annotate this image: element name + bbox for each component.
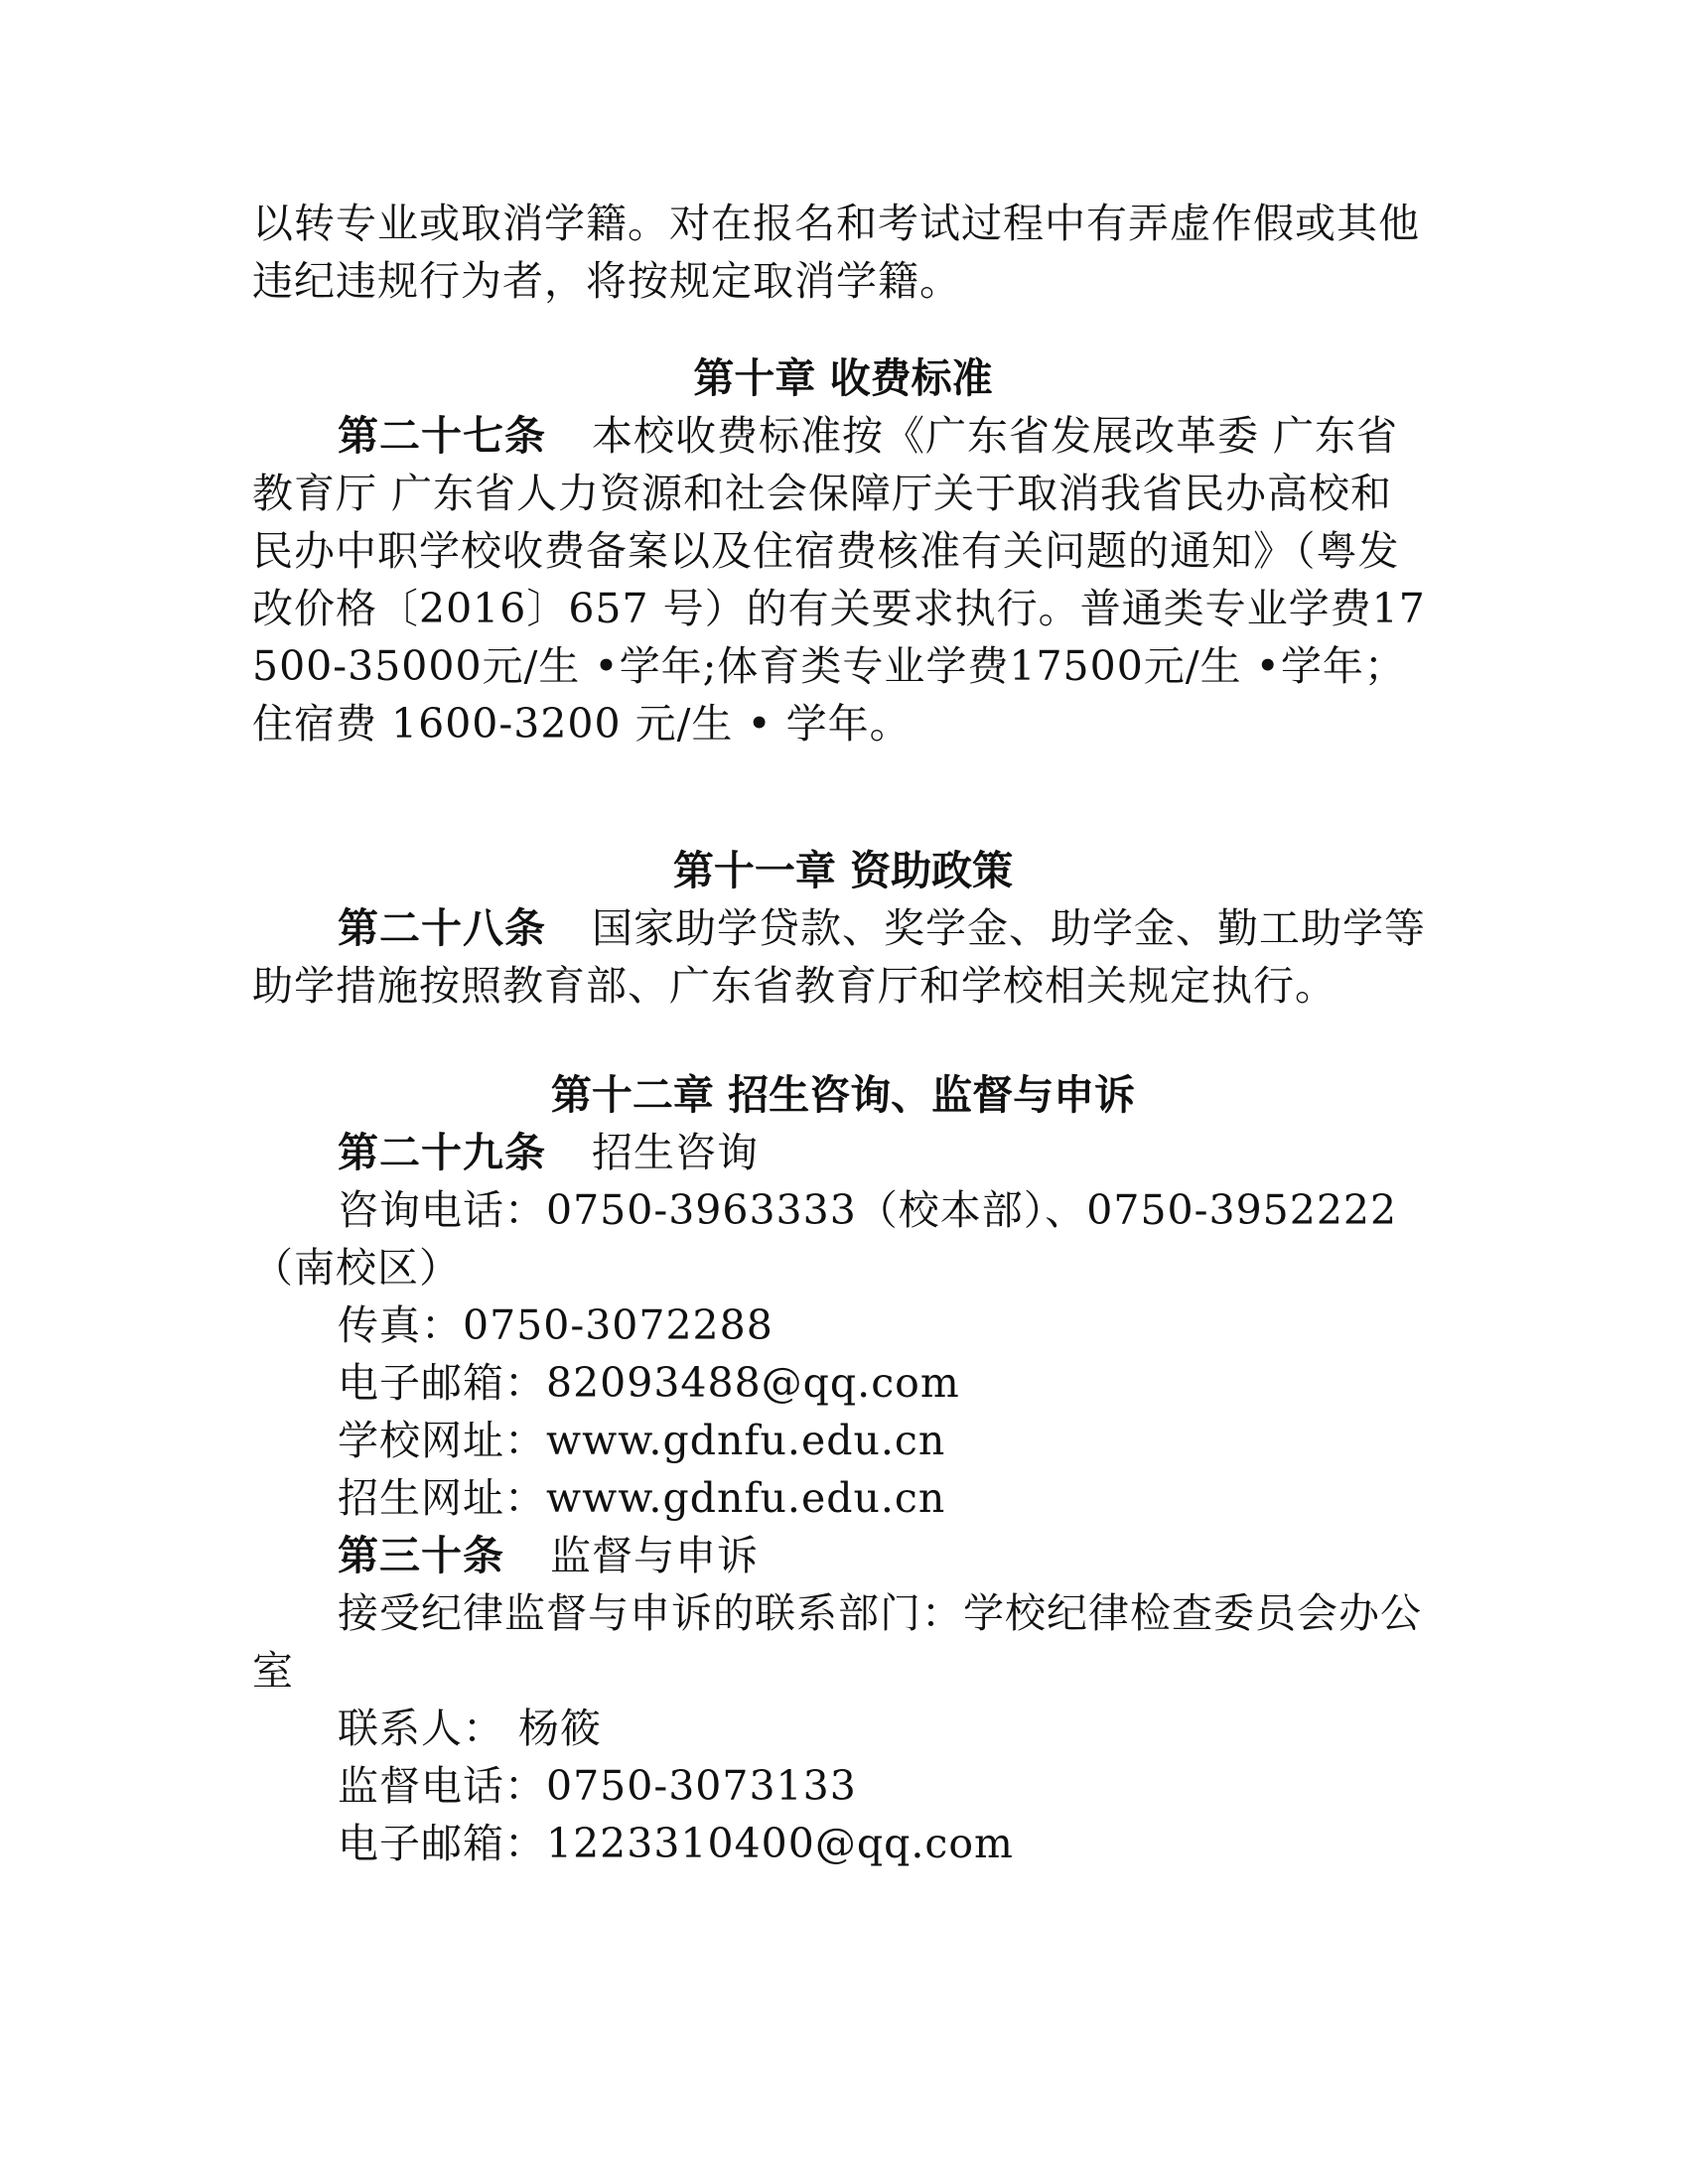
supervise-phone: 监督电话：0750-3073133 <box>338 1762 857 1810</box>
article-29 <box>252 1124 1434 1181</box>
article-29-text: 招生咨询 <box>592 1129 759 1176</box>
article-27-label: 第二十七条 <box>338 412 546 460</box>
spacer <box>252 310 1434 349</box>
article-27-text: 本校收费标准按《广东省发展改革委 广东省教育厅 广东省人力资源和社会保障厅关于取消我省民办高校和民办中职学校收费备案以及住宿费核准有关问题的通知》（粤发改价格〔2016〕657 号）的有关要求执行。普通类专业学费17500-35000元/生 •学年;体育类专业学费17500元/生 •学年；住宿费 1600-3200 元/生 • 学年。 <box>252 412 1426 748</box>
fax-line: 传真：0750-3072288 <box>338 1301 774 1349</box>
chapter-10-title: 第十章 收费标准 <box>693 354 993 402</box>
contact-person: 联系人： 杨筱 <box>338 1705 603 1752</box>
article-27 <box>252 407 1434 752</box>
article-28 <box>252 899 1434 1015</box>
spacer <box>252 1015 1434 1066</box>
article-30 <box>252 1527 1434 1584</box>
article-28-text: 国家助学贷款、奖学金、助学金、勤工助学等助学措施按照教育部、广东省教育厅和学校相关规定执行。 <box>252 904 1426 1010</box>
intro-paragraph: 以转专业或取消学籍。对在报名和考试过程中有弄虚作假或其他违纪违规行为者，将按规定取消学籍。 <box>252 200 1420 305</box>
school-website: 学校网址：www.gdnfu.edu.cn <box>338 1417 946 1464</box>
consult-phone: 咨询电话：0750-3963333（校本部）、0750-3952222（南校区） <box>252 1186 1398 1292</box>
spacer <box>252 752 1434 842</box>
document-page <box>252 195 1434 1872</box>
email-line-2: 电子邮箱：1223310400@qq.com <box>338 1820 1014 1867</box>
article-30-label: 第三十条 <box>338 1532 504 1579</box>
admission-website: 招生网址：www.gdnfu.edu.cn <box>338 1474 946 1522</box>
article-30-text: 监督与申诉 <box>550 1532 759 1579</box>
supervise-department: 接受纪律监督与申诉的联系部门：学校纪律检查委员会办公室 <box>252 1589 1422 1695</box>
chapter-12-title: 第十二章 招生咨询、监督与申诉 <box>550 1071 1136 1119</box>
chapter-11-title: 第十一章 资助政策 <box>672 847 1014 894</box>
article-29-label: 第二十九条 <box>338 1129 546 1176</box>
article-28-label: 第二十八条 <box>338 904 546 952</box>
email-line-1: 电子邮箱：82093488@qq.com <box>338 1359 960 1407</box>
